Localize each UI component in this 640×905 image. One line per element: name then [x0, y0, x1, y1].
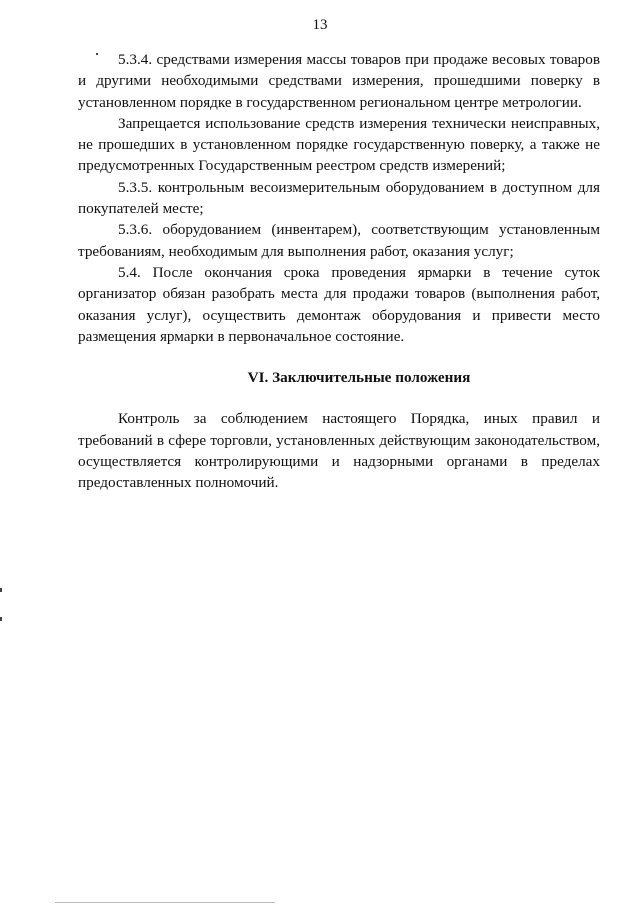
page-number: 13	[312, 17, 328, 33]
scan-edge-mark	[0, 588, 2, 592]
paragraph-final-provisions: Контроль за соблюдением настоящего Порядка, иных правил и требований в сфере торговли, установленных действующим законодательством, осуществляется контролирующими и надзорными органами в пределах предоставленных полномочий.	[78, 410, 600, 492]
paragraph-5-4: 5.4. После окончания срока проведения ярмарки в течение суток организатор обязан разобрать места для продажи товаров (выполнения работ, оказания услуг), осуществить демонтаж оборудования и привести место размещения ярмарки в первоначальное состояние.	[78, 263, 600, 345]
scan-bottom-line	[55, 902, 275, 903]
document-body	[78, 49, 600, 494]
paragraph-5-3-5: 5.3.5. контрольным весоизмерительным оборудованием в доступном для покупателей месте;	[78, 178, 600, 218]
paragraph-5-3-4: 5.3.4. средствами измерения массы товаров при продаже весовых товаров и другими необходимыми средствами измерения, прошедшими поверку в установленном порядке в государственном региональном центре метрологии.	[78, 51, 600, 111]
section-heading: VI. Заключительные положения	[247, 369, 471, 387]
paragraph-5-3-6: 5.3.6. оборудованием (инвентарем), соответствующим установленным требованиям, необходимым для выполнения работ, оказания услуг;	[78, 221, 600, 260]
paragraph-prohibition: Запрещается использование средств измерения технически неисправных, не прошедших в установленном порядке государственную поверку, а также не предусмотренных Государственным реестром средств измерений;	[78, 114, 600, 175]
scan-edge-mark	[0, 617, 2, 621]
